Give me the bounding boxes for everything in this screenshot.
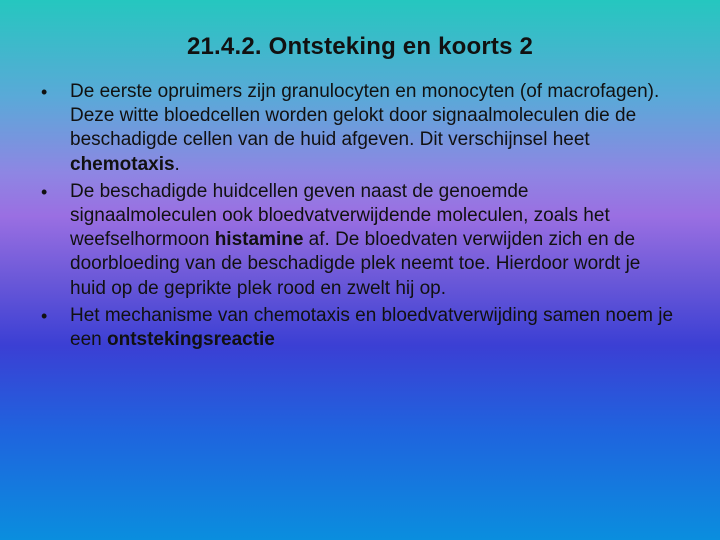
bullet-text-end: af. De bloedvaten verwijden zich en de doorbloeding van de beschadigde plek neemt toe. Hierdoor wordt je huid op de geprikte plek rood en zwelt hij op. [70,229,641,299]
bullet-text-end: . [174,153,180,175]
bullet-keyword: chemotaxis [70,153,175,175]
bullet-item-chemotaxis [36,80,676,177]
bullet-list [36,80,676,355]
bullet-dot: • [41,82,48,102]
bullet-dot: • [41,181,48,202]
bullet-keyword: histamine [214,229,304,251]
bullet-text: De beschadigde huidcellen geven naast de genoemde signaalmoleculen ook bloedvatverwijdende moleculen, zoals het weefselhormoon [70,180,610,251]
bullet-item-ontstekingsreactie [36,304,676,352]
slide-title: 21.4.2. Ontsteking en koorts 2 [186,33,534,60]
bullet-keyword: ontstekingsreactie [106,329,275,351]
bullet-item-histamine [36,180,676,301]
bullet-dot: • [41,305,48,326]
bullet-text: De eerste opruimers zijn granulocyten en monocyten (of macrofagen). Deze witte bloedcellen worden gelokt door signaalmoleculen die de beschadigde cellen van de huid afgeven. Dit verschijnsel heet [70,81,660,151]
bullet-text: Het mechanisme van chemotaxis en bloedvatverwijding samen noem je een [70,304,674,351]
